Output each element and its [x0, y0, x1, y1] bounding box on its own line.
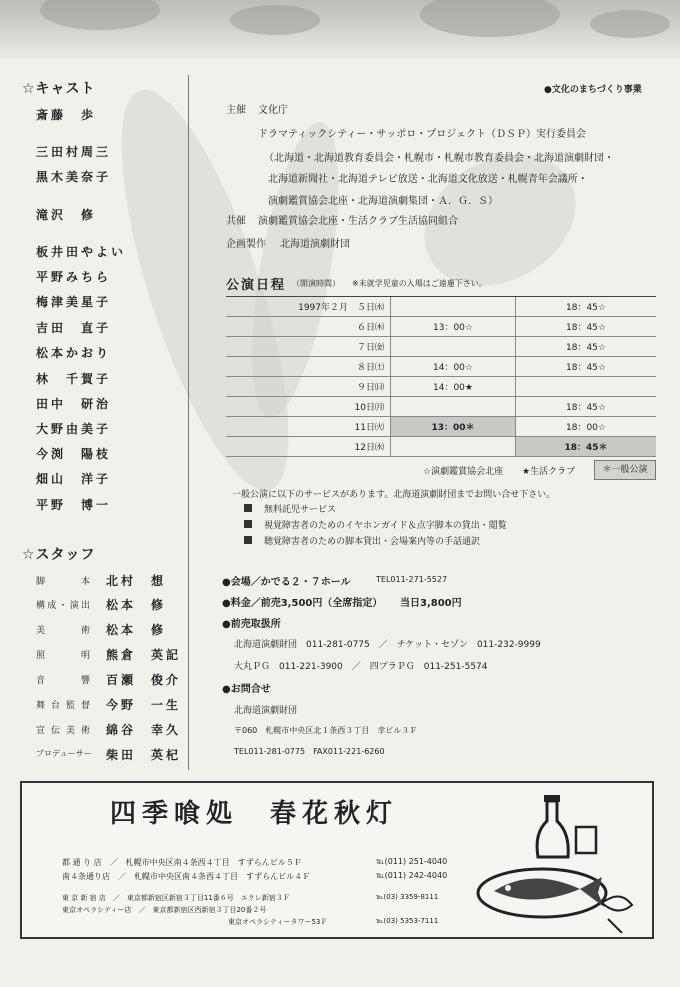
legend-seikatsu-club: ★生活クラブ — [522, 467, 576, 477]
staff-name: 松本 修 — [106, 598, 167, 612]
schedule-evening — [516, 377, 657, 397]
cast-name: 田中 研治 — [36, 397, 112, 411]
schedule-row — [226, 297, 656, 317]
shop-tel: ℡(011) 251-4040 — [376, 857, 448, 866]
staff-name: 今野 一生 — [106, 698, 182, 712]
schedule-evening: 18：45☆ — [516, 297, 657, 317]
shop-tel: ℡(03) 5353-7111 — [376, 917, 439, 925]
service-item: 無料託児サービス — [264, 505, 337, 515]
schedule-notice: ※未就学児童の入場はご遠慮下さい。 — [352, 279, 487, 288]
square-bullet-icon — [244, 536, 252, 544]
cast-name: 滝沢 修 — [36, 208, 97, 222]
cast-name: 斎藤 歩 — [36, 108, 97, 122]
staff-name: 百瀬 俊介 — [106, 673, 182, 687]
schedule-date: ６日㈭ — [226, 317, 391, 337]
sponsor-label: 主催 — [226, 105, 246, 116]
brush-stroke — [40, 0, 160, 30]
schedule-date: ８日㈯ — [226, 357, 391, 377]
cast-name: 吉田 直子 — [36, 321, 112, 335]
cast-name: 平野 博一 — [36, 498, 112, 512]
legend-general: ＊一般公演 — [594, 460, 656, 480]
brush-stroke — [590, 10, 670, 38]
staff-role: プロデューサー — [36, 749, 92, 758]
schedule-date: 1997年２月 ５日㈬ — [226, 297, 391, 317]
price-door: 当日3,800円 — [400, 598, 462, 609]
schedule-row — [226, 357, 656, 377]
shop-address: 東京オペラシティー店 ／ 東京都新宿区西新宿３丁目20番２号 — [62, 906, 267, 914]
committee: ドラマティックシティー・サッポロ・プロジェクト（ＤＳＰ）実行委員会 — [258, 129, 586, 140]
square-bullet-icon — [244, 520, 252, 528]
producer-label: 企画製作 — [226, 239, 266, 250]
square-bullet-icon — [244, 504, 252, 512]
schedule-evening: 18：00☆ — [516, 417, 657, 437]
schedule-date: 12日㈬ — [226, 437, 391, 457]
legend-hokuza: ☆演劇鑑賞協会北座 — [423, 467, 504, 477]
schedule-date: 11日㈫ — [226, 417, 391, 437]
schedule-matinee — [391, 397, 516, 417]
schedule-row — [226, 397, 656, 417]
schedule-time-note: （開演時間） — [292, 279, 340, 288]
staff-name: 松本 修 — [106, 623, 167, 637]
schedule-date: ７日㈮ — [226, 337, 391, 357]
ticket-outlets: 北海道演劇財団 011-281-0775 ／ チケット・セゾン 011-232-9999 — [234, 640, 541, 650]
schedule-row — [226, 437, 656, 457]
shop-tel: ℡(011) 242-4040 — [376, 871, 448, 880]
fish-and-sake-illustration — [472, 793, 642, 933]
brush-stroke — [230, 5, 320, 35]
cast-name: 黒木美奈子 — [36, 170, 112, 184]
schedule-date: ９日㈰ — [226, 377, 391, 397]
schedule-matinee — [391, 337, 516, 357]
staff-name: 北村 想 — [106, 574, 167, 588]
schedule-row — [226, 337, 656, 357]
schedule-matinee: 14：00★ — [391, 377, 516, 397]
staff-role: 美術 — [36, 626, 90, 636]
venue: ●会場／かでる２・７ホール — [222, 577, 351, 588]
inquiry-address: 〒060 札幌市中央区北１条西３丁目 幸ビル３Ｆ — [234, 726, 418, 735]
service-item: 視覚障害者のためのイヤホンガイド＆点字脚本の貸出・閲覧 — [264, 521, 507, 531]
staff-role: 構成・演出 — [36, 601, 90, 611]
price: ●料金／前売3,500円（全席指定） — [222, 598, 383, 609]
schedule-evening: 18：45☆ — [516, 357, 657, 377]
inquiry-org: 北海道演劇財団 — [234, 706, 298, 716]
committee-members: 演劇鑑賞協会北座・北海道演劇集団・Ａ．Ｇ．Ｓ） — [268, 196, 498, 207]
cast-name: 平野みちら — [36, 270, 112, 284]
schedule-matinee: 13：00☆ — [391, 317, 516, 337]
brush-stroke — [420, 0, 560, 37]
tickets-heading: ●前売取扱所 — [222, 619, 281, 630]
schedule-matinee: 14：00☆ — [391, 357, 516, 377]
restaurant-name: 四季喰処 春花秋灯 — [110, 799, 399, 829]
cast-heading: ☆キャスト — [22, 81, 96, 97]
cast-name: 松本かおり — [36, 346, 112, 360]
staff-role: 音響 — [36, 676, 90, 686]
cast-name: 畑山 洋子 — [36, 472, 112, 486]
staff-role: 宣伝美術 — [36, 726, 90, 736]
staff-role: 舞台監督 — [36, 701, 90, 711]
cast-name: 大野由美子 — [36, 422, 112, 436]
schedule-row — [226, 317, 656, 337]
shop-address: 東 京 新 宿 店 ／ 東京都新宿区新宿３丁目11番６号 エクレ新宿３Ｆ — [62, 894, 290, 902]
project-tag: ●文化のまちづくり事業 — [544, 85, 642, 95]
schedule-table — [226, 296, 656, 457]
inquiry-tel: TEL011-281-0775 FAX011-221-6260 — [234, 747, 385, 756]
schedule-evening: 18：45☆ — [516, 397, 657, 417]
schedule-matinee — [391, 437, 516, 457]
cosponsor-label: 共催 — [226, 216, 246, 227]
staff-heading: ☆スタッフ — [22, 547, 96, 563]
cast-name: 三田村周三 — [36, 145, 112, 159]
service-item: 聴覚障害者のための脚本貸出・会場案内等の手話通訳 — [264, 537, 481, 547]
shop-address: 東京オペラシティータワー53Ｆ — [228, 918, 328, 926]
shop-tel: ℡(03) 3359-8111 — [376, 893, 439, 901]
schedule-date: 10日㈪ — [226, 397, 391, 417]
sponsor: 文化庁 — [258, 105, 288, 116]
schedule-evening: 18：45☆ — [516, 317, 657, 337]
committee-members: 北海道新聞社・北海道テレビ放送・北海道文化放送・札幌青年会議所・ — [268, 174, 588, 185]
schedule-matinee — [391, 297, 516, 317]
ticket-outlets: 大丸ＰＧ 011-221-3900 ／ 四プラＰＧ 011-251-5574 — [234, 662, 488, 672]
staff-role: 照明 — [36, 651, 90, 661]
shop-address: 都 通 り 店 ／ 札幌市中央区南４条西４丁目 すずらんビル５Ｆ — [62, 858, 302, 867]
schedule-evening: 18：45＊ — [516, 437, 657, 457]
cast-name: 板井田やよい — [36, 245, 127, 259]
schedule-title: 公演日程 — [226, 278, 287, 293]
schedule-evening: 18：45☆ — [516, 337, 657, 357]
staff-name: 柴田 英杞 — [106, 748, 182, 762]
inquiry-heading: ●お問合せ — [222, 684, 271, 695]
top-banner — [0, 0, 680, 60]
schedule-matinee: 13：00＊ — [391, 417, 516, 437]
producer: 北海道演劇財団 — [280, 239, 350, 250]
staff-name: 熊倉 英記 — [106, 648, 182, 662]
staff-name: 綿谷 幸久 — [106, 723, 182, 737]
restaurant-ad — [20, 781, 654, 939]
committee-members: （北海道・北海道教育委員会・札幌市・札幌市教育委員会・北海道演劇財団・ — [264, 153, 614, 164]
schedule-row — [226, 377, 656, 397]
cast-name: 梅津美星子 — [36, 295, 112, 309]
cast-name: 林 千賀子 — [36, 372, 112, 386]
services-intro: 一般公演に以下のサービスがあります。北海道演劇財団までお問い合せ下さい。 — [232, 490, 556, 500]
venue-tel: TEL011-271-5527 — [376, 575, 448, 584]
cast-name: 今渕 陽枝 — [36, 447, 112, 461]
staff-role: 脚本 — [36, 577, 90, 587]
shop-address: 南４条通り店 ／ 札幌市中央区南４条西４丁目 すずらんビル４Ｆ — [62, 872, 311, 881]
schedule-row — [226, 417, 656, 437]
column-divider — [188, 75, 189, 770]
cosponsor: 演劇鑑賞協会北座・生活クラブ生活協同組合 — [258, 216, 458, 227]
